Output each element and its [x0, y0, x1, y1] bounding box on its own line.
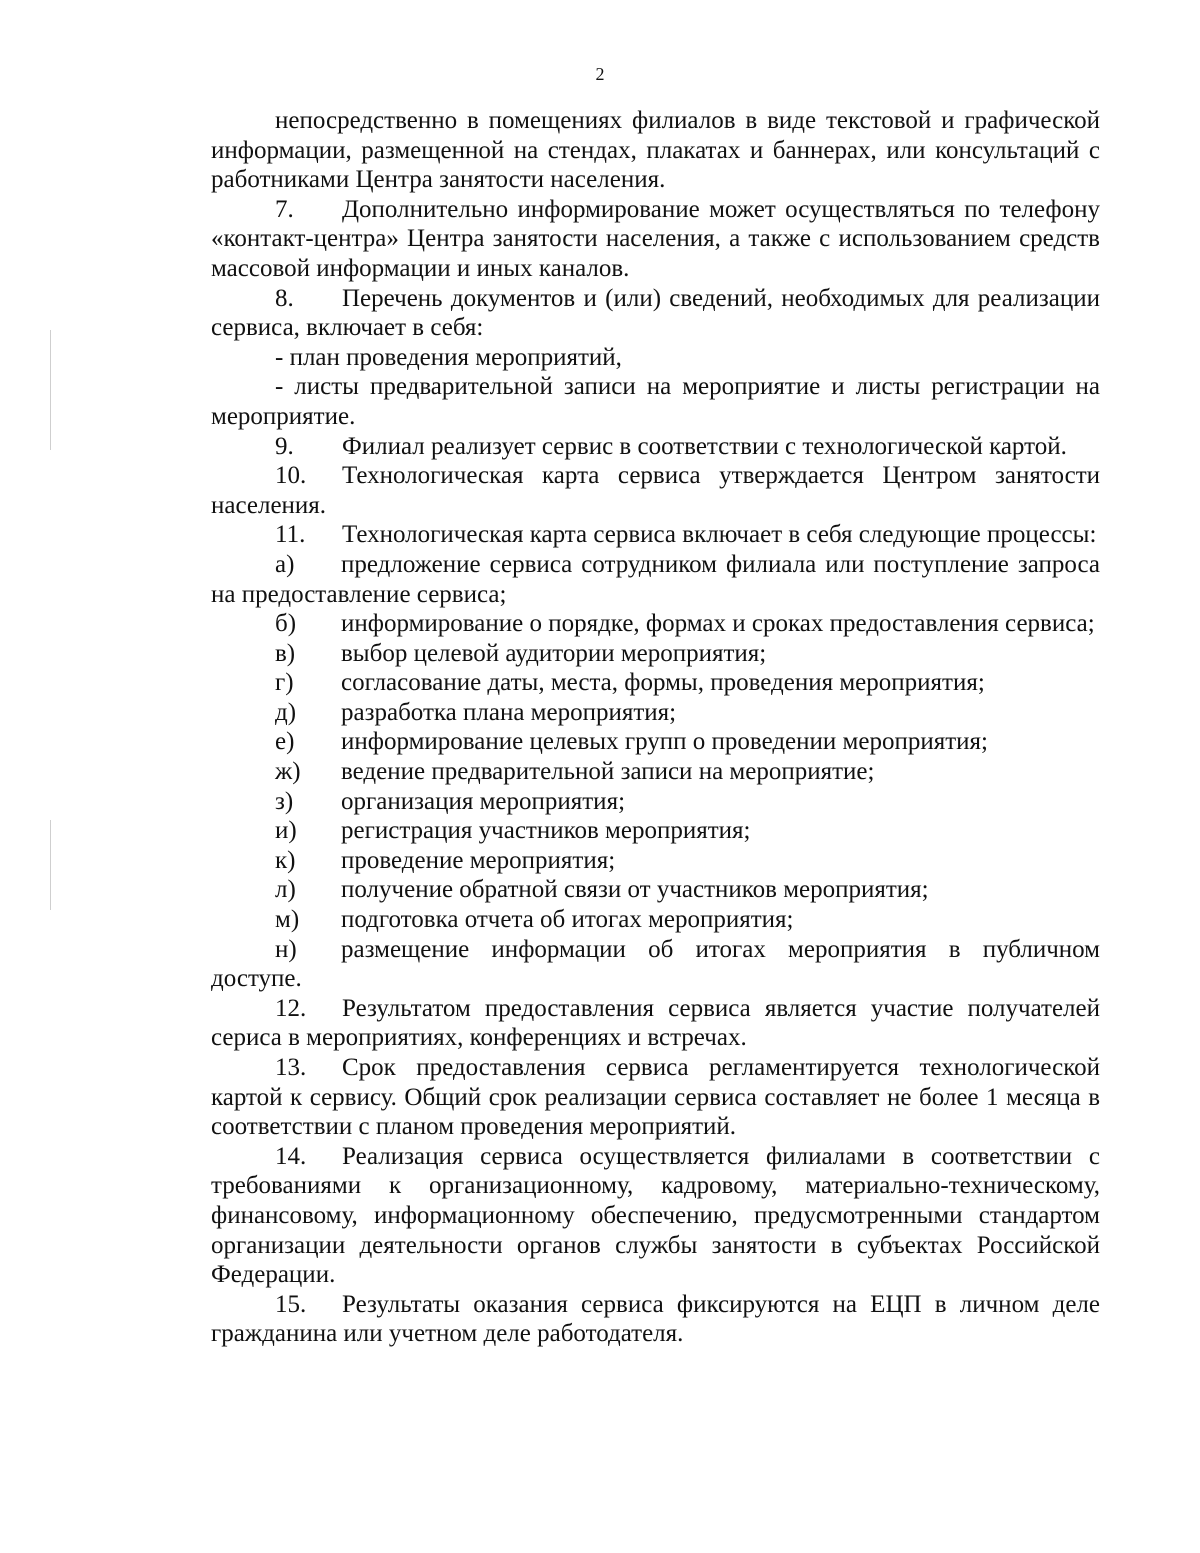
item-label: а): [275, 550, 295, 578]
paragraph-14: 14. Реализация сервиса осуществляется филиалами в соответствии с требованиями к организационному, кадровому, материально-техническому, финансовому, информационному обеспечению, предусмотренными стандартом организации деятельности органов службы занятости в субъектах Российской Федерации.: [211, 1142, 1100, 1289]
process-item-k: к) проведение мероприятия;: [275, 846, 616, 874]
paragraph-15: 15. Результаты оказания сервиса фиксируются на ЕЦП в личном деле гражданина или учетном деле работодателя.: [211, 1290, 1100, 1348]
page-number: 2: [595, 64, 605, 84]
item-label: е): [275, 728, 295, 756]
item-label: г): [275, 669, 294, 697]
process-item-b: б) информирование о порядке, формах и сроках предоставления сервиса;: [275, 610, 1095, 638]
paragraph-number: 14.: [275, 1142, 307, 1170]
item-label: н): [275, 935, 297, 963]
paragraph-continuation: непосредственно в помещениях филиалов в виде текстовой и графической информации, размещенной на стендах, плакатах и баннерах, или консультаций с работниками Центра занятости населения.: [211, 107, 1100, 194]
paragraph-number: 9.: [275, 432, 294, 460]
paragraph-10: 10. Технологическая карта сервиса утверждается Центром занятости населения.: [211, 462, 1100, 519]
item-label: л): [275, 876, 296, 904]
process-item-zh: ж) ведение предварительной записи на мероприятие;: [275, 758, 875, 786]
item-label: к): [275, 846, 296, 874]
process-item-v: в) выбор целевой аудитории мероприятия;: [275, 639, 767, 667]
item-label: з): [275, 787, 294, 815]
process-item-l: л) получение обратной связи от участников мероприятия;: [275, 876, 929, 904]
item-label: в): [275, 639, 296, 667]
paragraph-number: 7.: [275, 195, 294, 223]
paragraph-12: 12. Результатом предоставления сервиса является участие получателей сериса в мероприятиях, конференциях и встречах.: [211, 994, 1100, 1052]
process-item-z: з) организация мероприятия;: [275, 787, 626, 815]
scan-edge-mark: [50, 820, 51, 910]
process-item-i: и) регистрация участников мероприятия;: [275, 817, 751, 845]
process-item-g: г) согласование даты, места, формы, проведения мероприятия;: [275, 669, 985, 697]
paragraph-number: 13.: [275, 1054, 307, 1081]
item-label: м): [275, 906, 300, 934]
paragraph-number: 15.: [275, 1290, 307, 1318]
process-item-d: д) разработка плана мероприятия;: [275, 698, 677, 726]
paragraph-7: 7. Дополнительно информирование может осуществляться по телефону «контакт-центра» Центра занятости населения, а также с использованием средств массовой информации и иных каналов.: [211, 195, 1100, 282]
scan-edge-mark: [50, 330, 51, 450]
paragraph-number: 11.: [275, 521, 306, 549]
document-list-item: - план проведения мероприятий,: [275, 343, 622, 371]
item-label: и): [275, 817, 297, 845]
paragraph-number: 8.: [275, 284, 294, 312]
paragraph-8: 8. Перечень документов и (или) сведений, необходимых для реализации сервиса, включает в себя:: [211, 284, 1100, 342]
item-label: д): [275, 698, 297, 726]
document-body: [211, 106, 1100, 1349]
item-label: б): [275, 610, 297, 638]
process-item-e: е) информирование целевых групп о проведении мероприятия;: [275, 728, 988, 756]
paragraph-number: 12.: [275, 994, 307, 1022]
paragraph-9: 9. Филиал реализует сервис в соответствии с технологической картой.: [275, 432, 1067, 460]
process-item-a: а) предложение сервиса сотрудником филиала или поступление запроса на предоставление сервиса;: [211, 550, 1100, 608]
item-label: ж): [275, 758, 301, 786]
paragraph-11: 11. Технологическая карта сервиса включает в себя следующие процессы:: [275, 521, 1097, 549]
document-list-item: - листы предварительной записи на мероприятие и листы регистрации на мероприятие.: [211, 373, 1100, 430]
paragraph-number: 10.: [275, 462, 307, 490]
process-item-m: м) подготовка отчета об итогах мероприятия;: [275, 906, 794, 934]
paragraph-13: 13. Срок предоставления сервиса регламентируется технологической картой к сервису. Общий срок реализации сервиса составляет не более 1 месяца в соответствии с планом проведения мероприятий.: [211, 1054, 1100, 1141]
process-item-n: н) размещение информации об итогах мероприятия в публичном доступе.: [211, 935, 1100, 993]
